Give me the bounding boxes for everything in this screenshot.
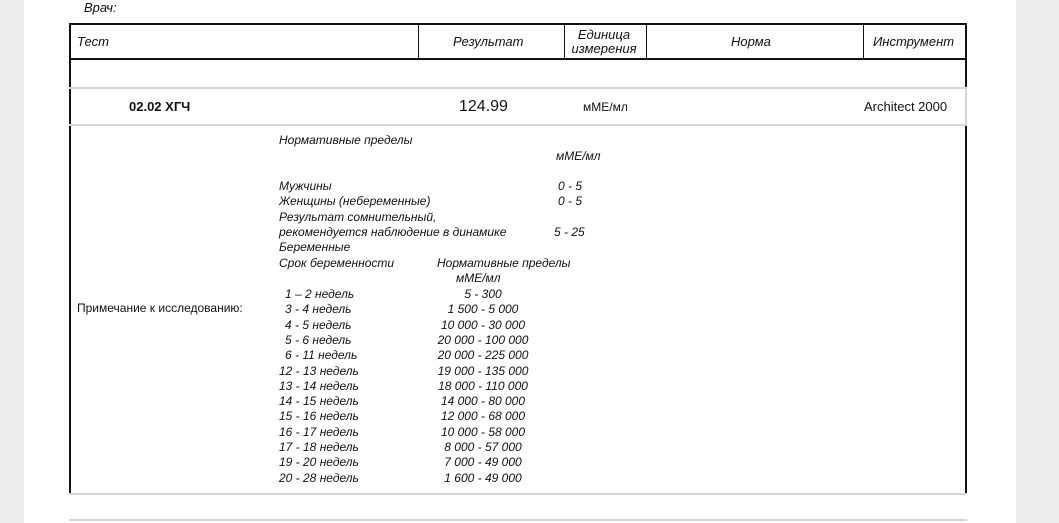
week-range: 12 000 - 68 000	[440, 409, 526, 423]
women-label: Женщины (небеременные)	[279, 194, 431, 208]
doubtful-line2: рекомендуется наблюдение в динамике	[279, 225, 507, 239]
week-range: 20 000 - 100 000	[437, 333, 529, 347]
week-term: 3 - 4 недель	[285, 302, 352, 316]
week-term: 12 - 13 недель	[279, 364, 359, 378]
table-header-row	[69, 23, 967, 60]
week-range: 14 000 - 80 000	[440, 394, 526, 408]
note-label: Примечание к исследованию:	[77, 301, 243, 315]
week-term: 4 - 5 недель	[285, 318, 352, 332]
test-name: 02.02 ХГЧ	[129, 99, 191, 114]
week-term: 1 – 2 недель	[285, 287, 355, 301]
week-range: 20 000 - 225 000	[437, 348, 529, 362]
doctor-label: Врач:	[84, 0, 117, 15]
week-term: 20 - 28 недель	[279, 471, 359, 485]
week-term: 14 - 15 недель	[279, 394, 359, 408]
doubtful-line1: Результат сомнительный,	[279, 210, 437, 224]
ref-unit: мМЕ/мл	[556, 149, 601, 163]
week-range: 5 - 300	[464, 287, 502, 301]
note-section	[69, 126, 967, 494]
ref-title: Нормативные пределы	[279, 133, 413, 147]
test-result: 124.99	[459, 97, 508, 115]
header-norm: Норма	[731, 34, 771, 49]
header-unit-line1: Единица	[577, 26, 631, 42]
week-range: 10 000 - 30 000	[440, 318, 526, 332]
week-term: 15 - 16 недель	[279, 409, 359, 423]
week-range: 19 000 - 135 000	[437, 364, 529, 378]
women-value: 0 - 5	[558, 194, 583, 208]
week-term: 16 - 17 недель	[279, 425, 359, 439]
week-term: 6 - 11 недель	[285, 348, 358, 362]
week-term: 13 - 14 недель	[279, 379, 359, 393]
week-range: 1 600 - 49 000	[444, 471, 522, 485]
week-range: 7 000 - 49 000	[444, 455, 522, 469]
week-range: 18 000 - 110 000	[438, 379, 528, 393]
week-range: 8 000 - 57 000	[444, 440, 522, 454]
norm-unit: мМЕ/мл	[456, 271, 501, 285]
header-unit-line2: измерения	[571, 40, 637, 56]
header-unit	[566, 25, 642, 58]
week-range: 10 000 - 58 000	[440, 425, 526, 439]
men-value: 0 - 5	[558, 179, 583, 193]
week-term: 5 - 6 недель	[285, 333, 352, 347]
bottom-border	[69, 519, 967, 521]
header-divider	[564, 25, 565, 58]
pregnant-label: Беременные	[279, 240, 351, 254]
week-term: 19 - 20 недель	[279, 455, 359, 469]
test-unit: мМЕ/мл	[583, 99, 628, 114]
week-range: 1 500 - 5 000	[447, 302, 519, 316]
header-instrument: Инструмент	[873, 34, 955, 49]
header-test: Тест	[77, 34, 109, 49]
test-instrument: Architect 2000	[864, 99, 948, 114]
empty-row	[69, 60, 967, 88]
term-header: Срок беременности	[279, 256, 395, 270]
document-page	[24, 0, 1016, 523]
header-divider	[418, 25, 419, 58]
men-label: Мужчины	[279, 179, 332, 193]
test-row	[69, 89, 967, 124]
doubtful-value: 5 - 25	[554, 225, 585, 239]
header-result: Результат	[453, 34, 524, 49]
bottom-border	[69, 493, 967, 495]
header-divider	[863, 25, 864, 58]
header-divider	[646, 25, 647, 58]
norm-header: Нормативные пределы	[437, 256, 571, 270]
week-term: 17 - 18 недель	[279, 440, 359, 454]
